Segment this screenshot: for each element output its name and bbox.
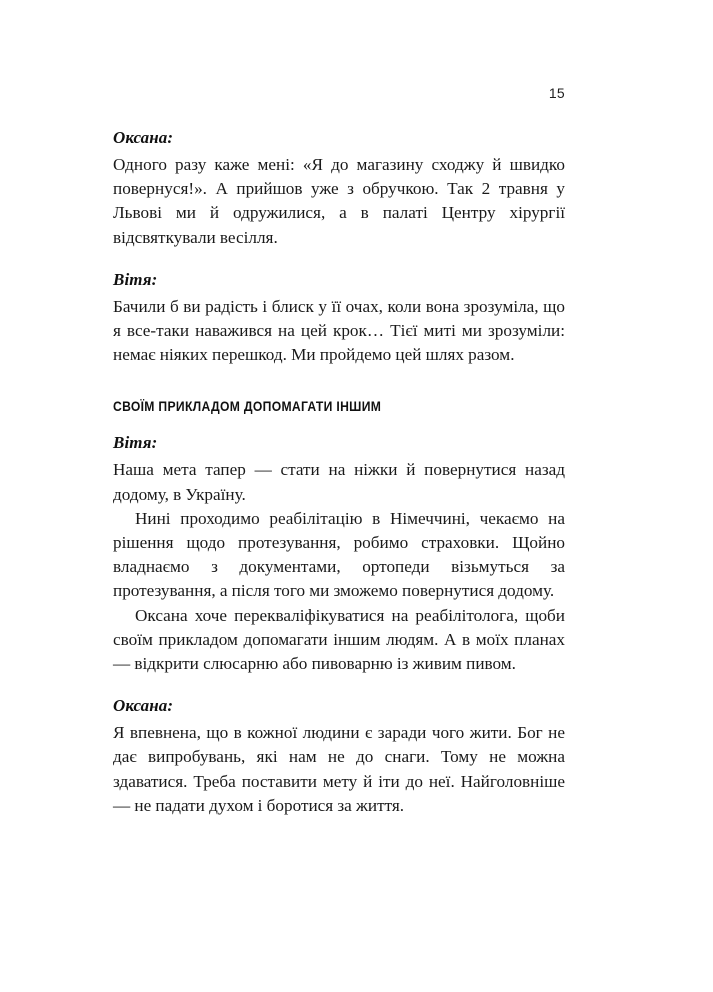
speaker-label: Оксана: <box>113 128 174 147</box>
text-column <box>113 126 565 818</box>
speaker-label: Вітя: <box>113 433 158 453</box>
page-number: 15 <box>548 85 565 101</box>
dialogue-block <box>113 694 565 818</box>
section-spacer <box>113 385 565 397</box>
body-paragraph: Я впевнена, що в кожної людини є заради чого жити. Бог не дає випробувань, які нам не до снаги. Тому не можна здаватися. Треба поставити мету й іти до неї. Найголовніше — не падати духом і боротися за життя. <box>113 723 565 815</box>
body-paragraph: Одного разу каже мені: «Я до магазину сходжу й швидко повернуся!». А прийшов уже з обручкою. Так 2 травня у Львові ми й одружилися, а в палаті Центру хірургії відсвяткували весілля. <box>113 155 565 247</box>
body-paragraph: Оксана хоче перекваліфікуватися на реабілітолога, щоби своїм прикладом допомагати іншим людям. А в моїх планах — відкрити слюсарню або пивоварню із живим пивом. <box>113 605 565 674</box>
dialogue-block <box>113 126 565 250</box>
body-paragraph: Наша мета тапер — стати на ніжки й повернутися назад додому, в Україну. <box>113 460 565 504</box>
section-heading: СВОЇМ ПРИКЛАДОМ ДОПОМАГАТИ ІНШИМ <box>113 399 382 415</box>
body-paragraph: Нині проходимо реабілітацію в Німеччині, чекаємо на рішення щодо протезування, робимо страховки. Щойно владнаємо з документами, ортопеди візьмуться за протезування, а після того ми зможемо повернутися додому. <box>113 508 565 601</box>
dialogue-block <box>113 268 565 368</box>
body-paragraph: Бачили б ви радість і блиск у її очах, коли вона зрозуміла, що я все-таки наважився на цей крок… Тієї миті ми зрозуміли: немає ніяких перешкод. Ми пройдемо цей шлях разом. <box>113 296 565 365</box>
speaker-label: Оксана: <box>113 696 174 716</box>
section-block <box>113 397 565 676</box>
speaker-label: Вітя: <box>113 269 158 289</box>
